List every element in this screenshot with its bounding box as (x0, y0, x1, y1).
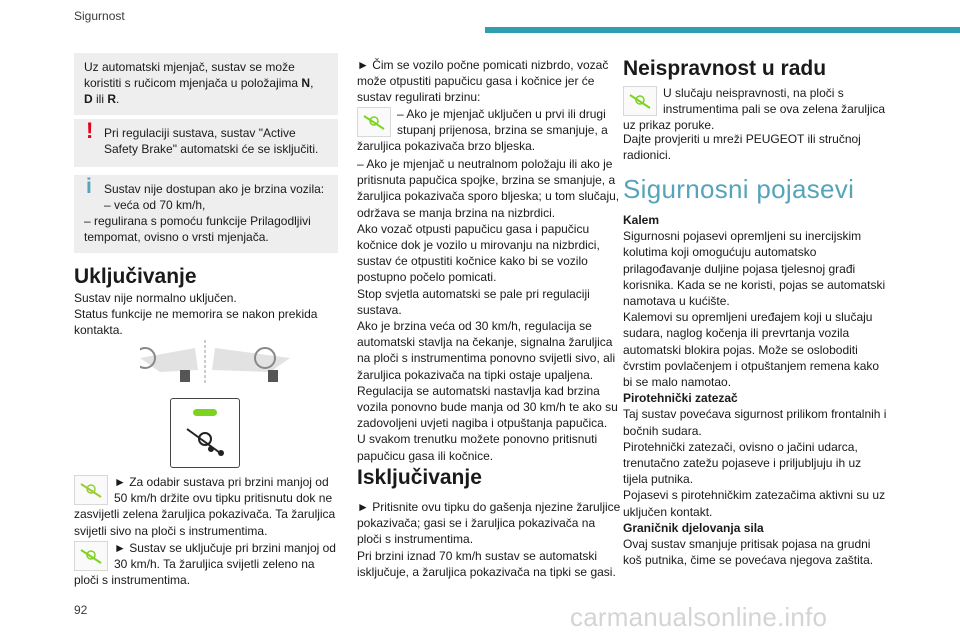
warning-note: ! Pri regulaciji sustava, sustav "Active Safety Brake" automatski će se isključiti. (74, 119, 338, 167)
steering-wheel-illustration (140, 340, 300, 385)
header-accent-bar (485, 27, 960, 33)
heading-deactivation: Isključivanje (357, 466, 482, 489)
heading-malfunction: Neispravnost u radu (623, 57, 827, 80)
regulation-body: – Ako je mjenjač u neutralnom položaju ili ako je pritisnuta papučica spojke, brzina se smanjuje, a žaruljica pokazivača sporo bljeska; u tom slučaju, održava se manja brzina na nizbrdici. Ako vozač otpusti papučicu gasa i papučicu kočnice dok je vozilo u mirovanju na nizbrdici, sustav će otpustiti kočnice kako bi se vozilo postupno počelo pomicati. Stop svjetla automatski se pale pri regulaciji sustava. Ako je brzina veća od 30 km/h, regulacija se automatski stavlja na čekanje, signalna žaruljica na ploči s instrumentima ponovno svijetli sivo, ali žaruljica pokazivača na tipki ostaje upaljena. Regulacija se automatski nastavlja kad brzina vozila ponovno bude manja od 30 km/h te ako su zadovoljeni uvjeti nagiba i otpuštanja papučica. U svakom trenutku možete ponovno pritisnuti papučicu gasa ili kočnice. (357, 157, 620, 463)
activation-intro: Sustav nije normalno uključen. Status funkcije ne memorira se nakon prekida kontakta. (74, 291, 318, 338)
flashing-hill-descent-icon (357, 107, 391, 137)
page-number: 92 (74, 603, 88, 617)
subheading-force-limiter: Graničnik djelovanja sila (623, 520, 764, 535)
seatbelt-content (623, 212, 888, 568)
subheading-reel: Kalem (623, 213, 660, 227)
hill-descent-button-illustration (170, 398, 240, 468)
green-indicator-lamp (193, 409, 217, 416)
force-limiter-text: Ovaj sustav smanjuje pritisak pojasa na grudni koš putnika, čime se povećava njegova zaštita. (623, 537, 874, 568)
subheading-pretensioner: Pirotehnički zatezač (623, 391, 738, 406)
info-note: i Sustav nije dostupan ako je brzina vozila: – veća od 70 km/h, – regulirana s pomoću funkcije Prilagodljivi tempomat, ovisno o vrsti mjenjača. (74, 175, 338, 253)
pretensioner-text: Taj sustav povećava sigurnost prilikom frontalnih i bočnih sudara. Pirotehnički zatezači, ovisno o jačini udarca, trenutačno zatežu pojaseve i priljubljuju ih uz tijela putnika. Pojasevi s pirotehničkim zatezačima aktivni su uz uključen kontakt. (623, 407, 887, 519)
hill-descent-green-icon (74, 541, 108, 571)
hill-descent-icon (183, 423, 229, 459)
header-section: Sigurnost (74, 9, 125, 23)
activation-paragraph-2: ► Sustav se uključuje pri brzini manjoj od 30 km/h. Ta žaruljica svijetli zeleno na ploči s instrumentima. (74, 541, 336, 588)
section-title-seatbelts: Sigurnosni pojasevi (623, 174, 855, 204)
warning-icon: ! (86, 118, 94, 143)
green-warning-lamp-icon (623, 86, 657, 116)
button-icon (180, 370, 190, 382)
heading-activation: Uključivanje (74, 265, 197, 288)
automatic-gearbox-note: Uz automatski mjenjač, sustav se može koristiti s ručicom mjenjača u položajima N, D ili R. (74, 53, 338, 115)
activation-paragraph-1: ► Za odabir sustava pri brzini manjoj od 50 km/h držite ovu tipku pritisnutu dok ne zasvijetli zelena žaruljica pokazivača. Ta žaruljica svijetli sivo na ploči s instrumentima. (74, 475, 336, 538)
hill-descent-icon (74, 475, 108, 505)
button-icon (268, 370, 278, 382)
malfunction-advice: Dajte provjeriti u mreži PEUGEOT ili stručnoj radionici. (623, 132, 861, 163)
deactivation-paragraph: ► Pritisnite ovu tipku do gašenja njezine žaruljice pokazivača; gasi se i žaruljica pokazivača na ploči s instrumentima. Pri brzini iznad 70 km/h sustav se automatski isključuje, a žaruljica pokazivača na tipki se gasi. (357, 500, 621, 579)
regulation-paragraph: ► Čim se vozilo počne pomicati nizbrdo, vozač može otpustiti papučicu gasa i kočnice jer će sustav regulirati brzinu: (357, 58, 609, 105)
reel-text: Sigurnosni pojasevi opremljeni su inercijskim kolutima koji omogućuju automatsko prilagođavanje duljine pojasa tjelesnoj građi korisnika. Kada se ne koristi, pojas se automatski namotava u kućište. Kalemovi su opremljeni uređajem koji u slučaju sudara, naglog kočenja ili prevrtanja vozila automatski blokira pojas. Može se osloboditi čvrstim povlačenjem i otpuštanjem remena kako bi se malo namotao. (623, 229, 886, 390)
watermark: carmanualsonline.info (570, 602, 828, 632)
info-icon: i (86, 175, 92, 198)
gear-engaged-paragraph: – Ako je mjenjač uključen u prvi ili drugi stupanj prijenosa, brzina se smanjuje, a žaruljica pokazivača brzo bljeska. (357, 107, 608, 154)
malfunction-paragraph: U slučaju neispravnosti, na ploči s instrumentima pali se ova zelena žaruljica uz prikaz poruke. (623, 86, 886, 133)
